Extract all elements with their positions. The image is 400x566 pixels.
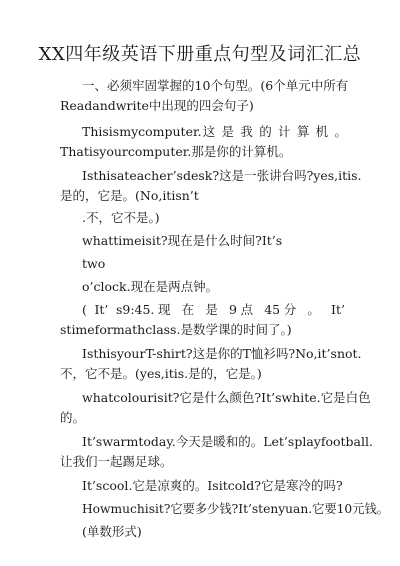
text-line: It’swarmtoday.今天是暖和的。Let’splayfootball. xyxy=(82,434,373,449)
text-line: It’scool.它是凉爽的。Isitcold?它是寒冷的吗? xyxy=(82,478,343,493)
text-line: ( It’ s9:45.现 在 是 9点 45分 。 It’ xyxy=(82,302,345,317)
document-title: XX四年级英语下册重点句型及词汇汇总 xyxy=(38,44,362,65)
text-line: 不，它不是。(yes,itis.是的，它是。) xyxy=(60,366,262,381)
text-line: 是的，它是。(No,itisn’t xyxy=(60,188,199,203)
text-line: 让我们一起踢足球。 xyxy=(60,454,173,469)
text-line: o’clock.现在是两点钟。 xyxy=(82,279,219,294)
text-line: .不，它不是。) xyxy=(82,210,160,225)
text-line: whattimeisit?现在是什么时间?It’s xyxy=(82,233,283,248)
text-line: (单数形式) xyxy=(82,524,142,539)
text-line: Thisismycomputer.这 是 我 的 计 算 机 。 xyxy=(82,124,347,139)
text-line: Thatisyourcomputer.那是你的计算机。 xyxy=(60,144,292,159)
text-line: Isthisateacher’sdesk?这是一张讲台吗?yes,itis. xyxy=(82,168,362,183)
text-line: stimeformathclass.是数学课的时间了。) xyxy=(60,322,292,337)
text-line: Howmuchisit?它要多少钱?It’stenyuan.它要10元钱。 xyxy=(82,502,389,516)
text-line: 一、必须牢固掌握的10个句型。(6个单元中所有 xyxy=(82,78,349,93)
text-line: 的。 xyxy=(60,410,86,425)
text-line: two xyxy=(82,256,106,271)
text-line: whatcolourisit?它是什么颜色?It’swhite.它是白色 xyxy=(82,390,371,405)
text-line: Readandwrite中出现的四会句子) xyxy=(60,98,254,113)
text-line: IsthisyourT-shirt?这是你的T恤衫吗?No,it’snot. xyxy=(82,346,362,361)
